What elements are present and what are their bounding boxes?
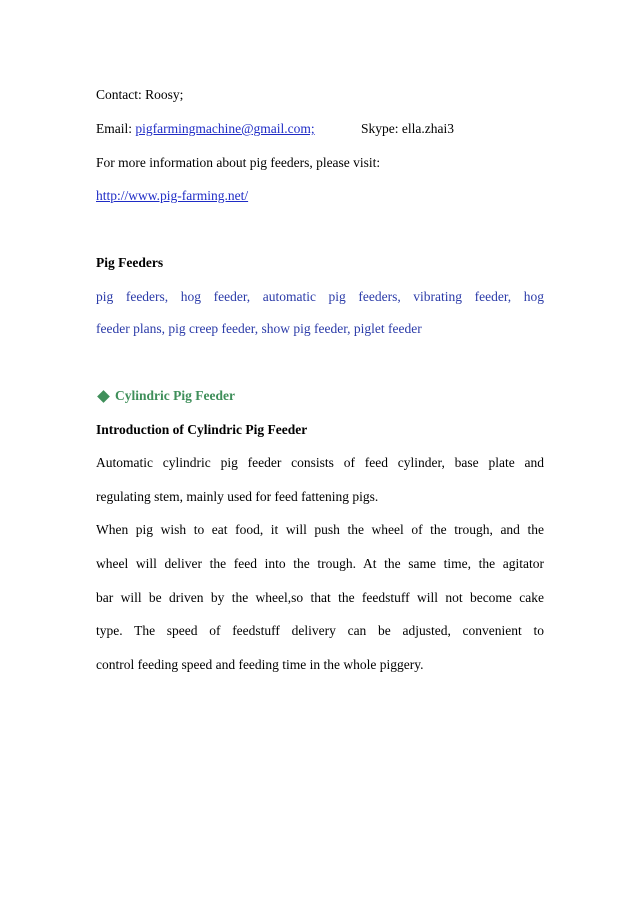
section-title	[96, 387, 235, 405]
contact-line: Contact: Roosy;	[96, 87, 184, 102]
skype-text: Skype: ella.zhai3	[361, 121, 454, 136]
email-line	[96, 120, 556, 138]
email-label: Email:	[96, 121, 136, 136]
visit-text: For more information about pig feeders, please visit:	[96, 155, 381, 170]
intro-heading: Introduction of Cylindric Pig Feeder	[96, 422, 308, 437]
body-line: type. The speed of feedstuff delivery can be adjusted, convenient to	[96, 623, 544, 638]
website-link[interactable]: http://www.pig-farming.net/	[96, 188, 249, 203]
keywords-line-1: pig feeders, hog feeder, automatic pig feeders, vibrating feeder, hog	[96, 289, 544, 304]
keywords-line-2: feeder plans, pig creep feeder, show pig feeder, piglet feeder	[96, 321, 422, 336]
pig-feeders-heading: Pig Feeders	[96, 255, 164, 270]
body-line: wheel will deliver the feed into the trough. At the same time, the agitator	[96, 556, 544, 571]
body-line: bar will be driven by the wheel,so that the feedstuff will not become cake	[96, 590, 544, 605]
section-title-text: Cylindric Pig Feeder	[115, 388, 235, 403]
body-line: control feeding speed and feeding time in the whole piggery.	[96, 657, 424, 672]
body-line: When pig wish to eat food, it will push the wheel of the trough, and the	[96, 522, 544, 537]
diamond-icon	[97, 390, 110, 403]
body-line: Automatic cylindric pig feeder consists of feed cylinder, base plate and	[96, 455, 544, 470]
email-link[interactable]: pigfarmingmachine@gmail.com;	[135, 121, 315, 136]
body-line: regulating stem, mainly used for feed fattening pigs.	[96, 489, 379, 504]
